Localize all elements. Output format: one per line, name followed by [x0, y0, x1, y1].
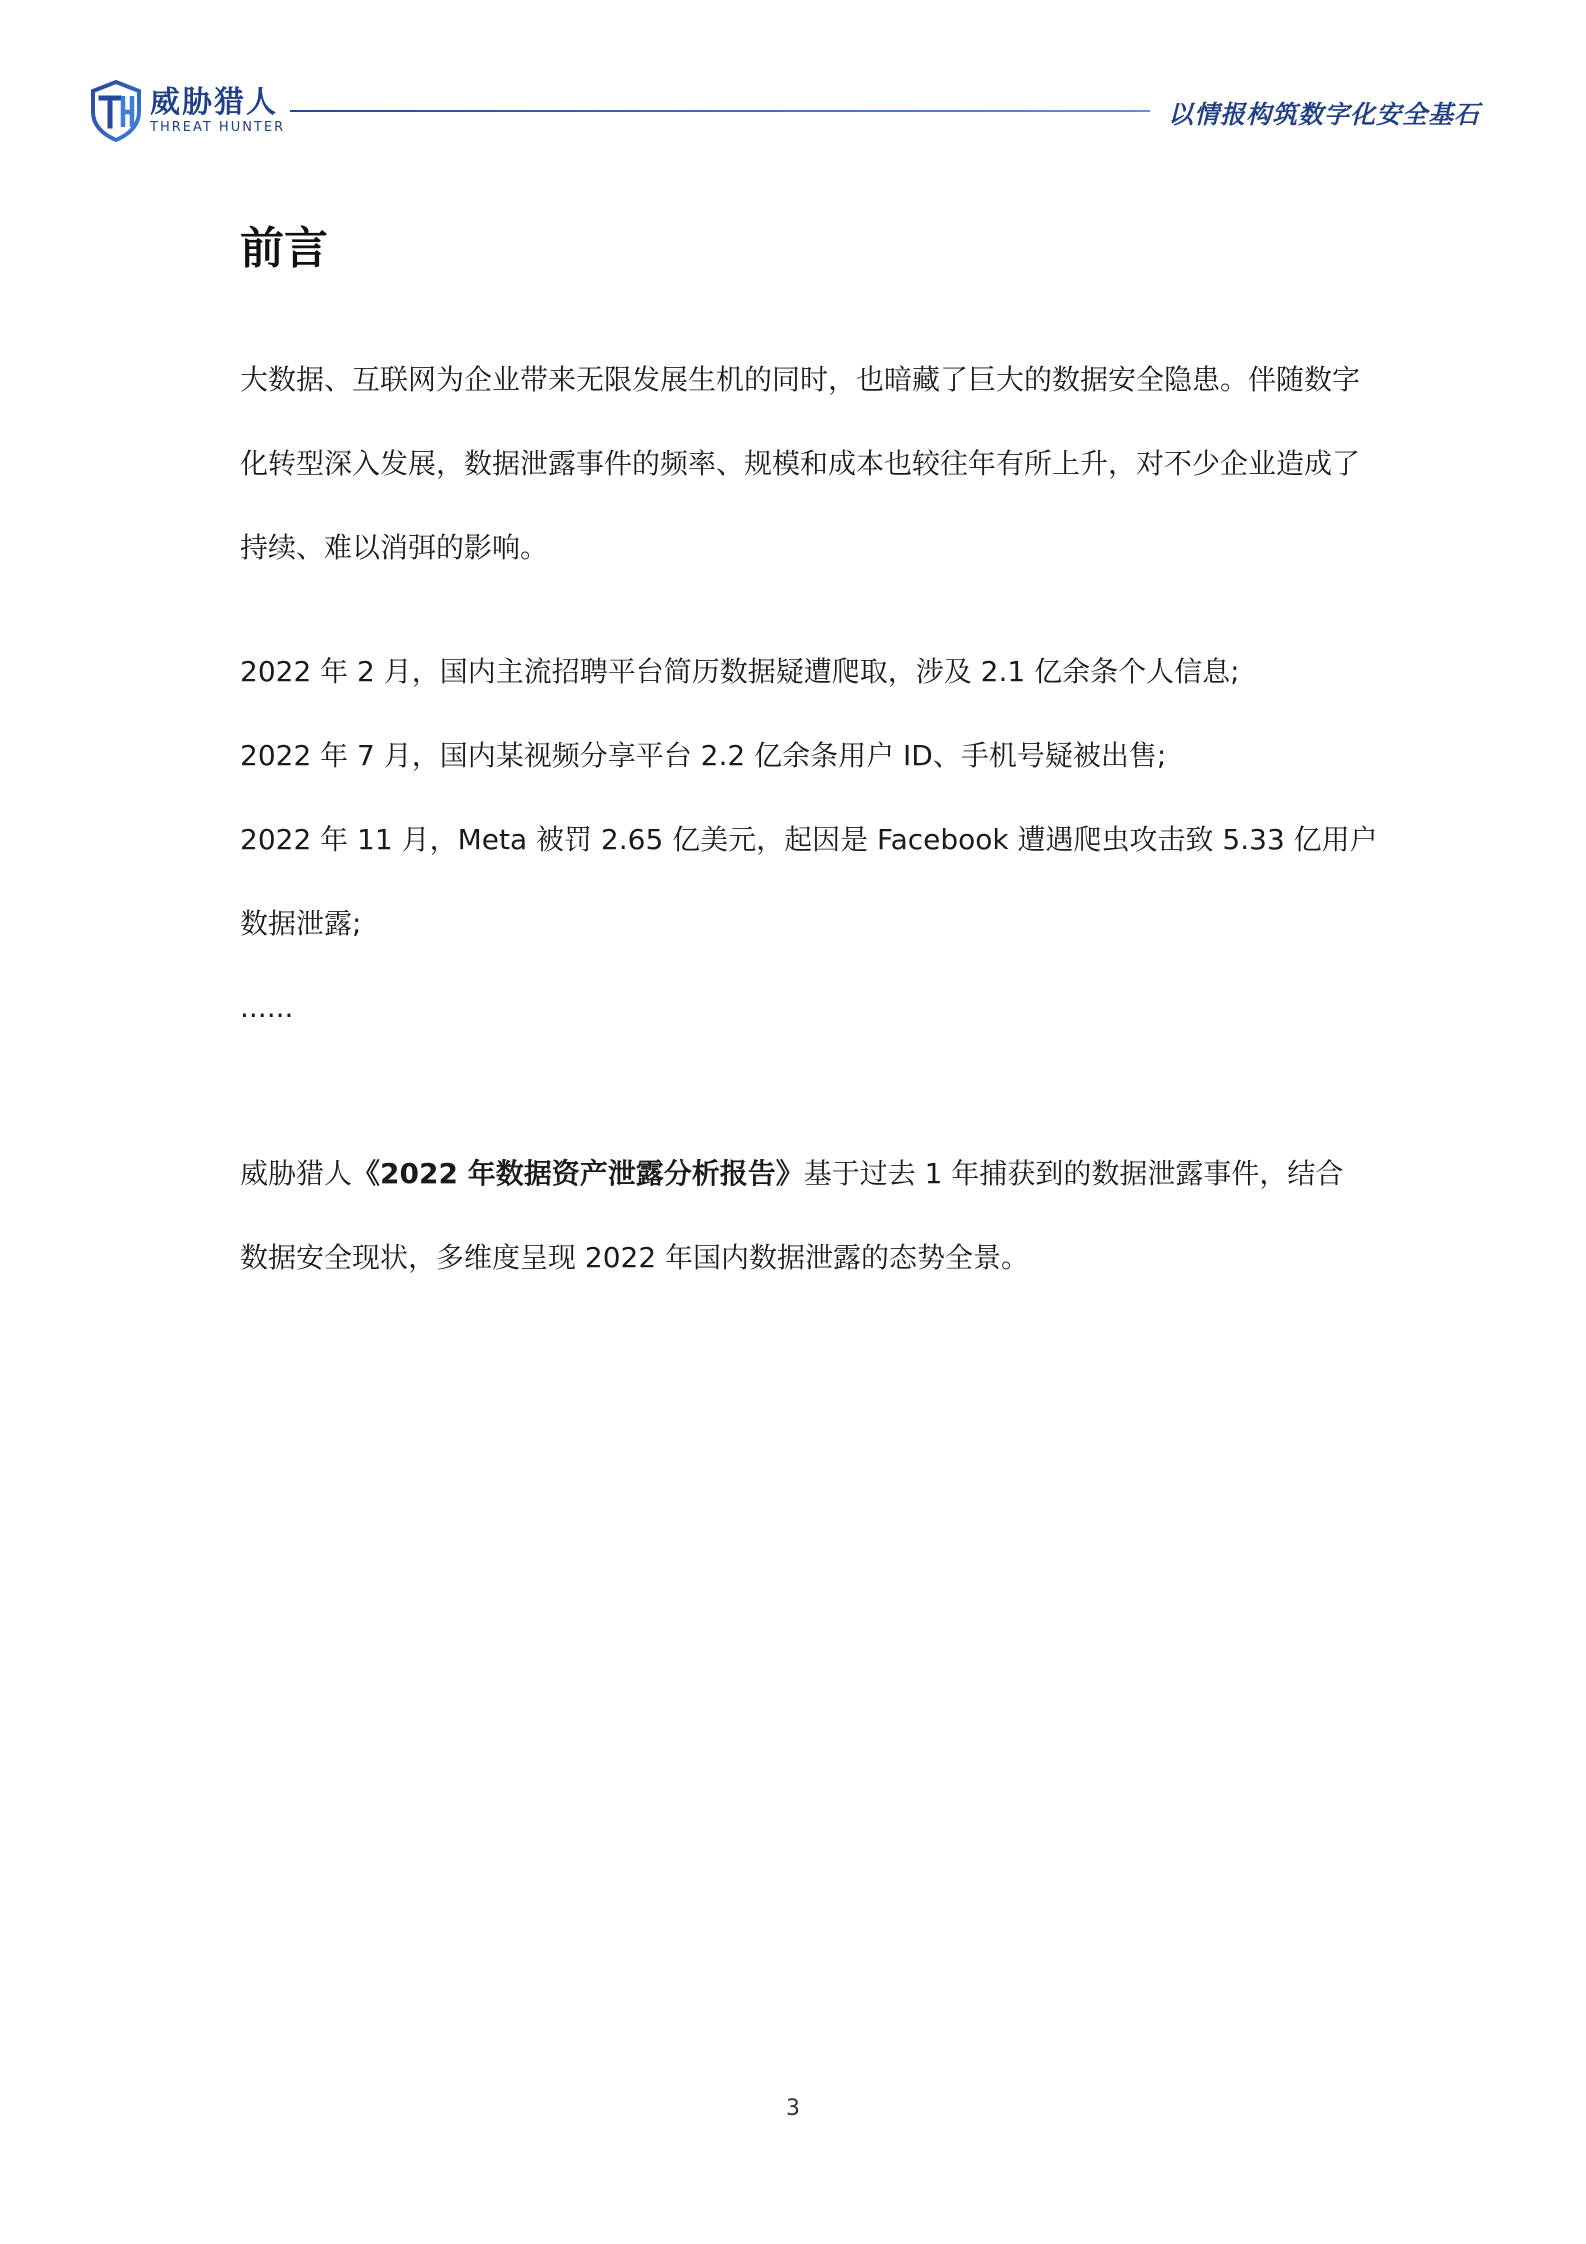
- page-header: [0, 0, 1586, 160]
- summary-suffix: 基于过去 1 年捕获到的数据泄露事件，结合数据安全现状，多维度呈现 2022 年国内数据泄露的态势全景。: [240, 1157, 1344, 1274]
- report-title: 《2022 年数据资产泄露分析报告》: [352, 1157, 804, 1190]
- summary-paragraph: [240, 1132, 1360, 1300]
- summary-prefix: 威胁猎人: [240, 1157, 353, 1190]
- logo-en-text: THREAT HUNTER: [150, 120, 286, 135]
- logo: [90, 80, 285, 142]
- page-title: 前言: [240, 223, 328, 274]
- header-slogan: 以情报构筑数字化安全基石: [1168, 100, 1481, 129]
- event-line-3: 2022 年 11 月，Meta 被罚 2.65 亿美元，起因是 Facebook 遭遇爬虫攻击致 5.33 亿用户: [240, 823, 1378, 856]
- page-number: 3: [786, 2096, 800, 2121]
- header-divider: [290, 110, 1150, 112]
- shield-th-icon: [90, 80, 142, 142]
- intro-paragraph: 大数据、互联网为企业带来无限发展生机的同时，也暗藏了巨大的数据安全隐患。伴随数字化转型深入发展，数据泄露事件的频率、规模和成本也较往年有所上升，对不少企业造成了持续、难以消弭的影响。: [240, 363, 1361, 564]
- logo-cn-text: 威胁猎人: [150, 85, 278, 120]
- ellipsis: ......: [240, 991, 294, 1024]
- event-line-1: 2022 年 2 月，国内主流招聘平台简历数据疑遭爬取，涉及 2.1 亿余条个人信息;: [240, 655, 1240, 688]
- event-line-2: 2022 年 7 月，国内某视频分享平台 2.2 亿余条用户 ID、手机号疑被出售;: [240, 739, 1167, 772]
- event-line-4: 数据泄露;: [240, 907, 362, 940]
